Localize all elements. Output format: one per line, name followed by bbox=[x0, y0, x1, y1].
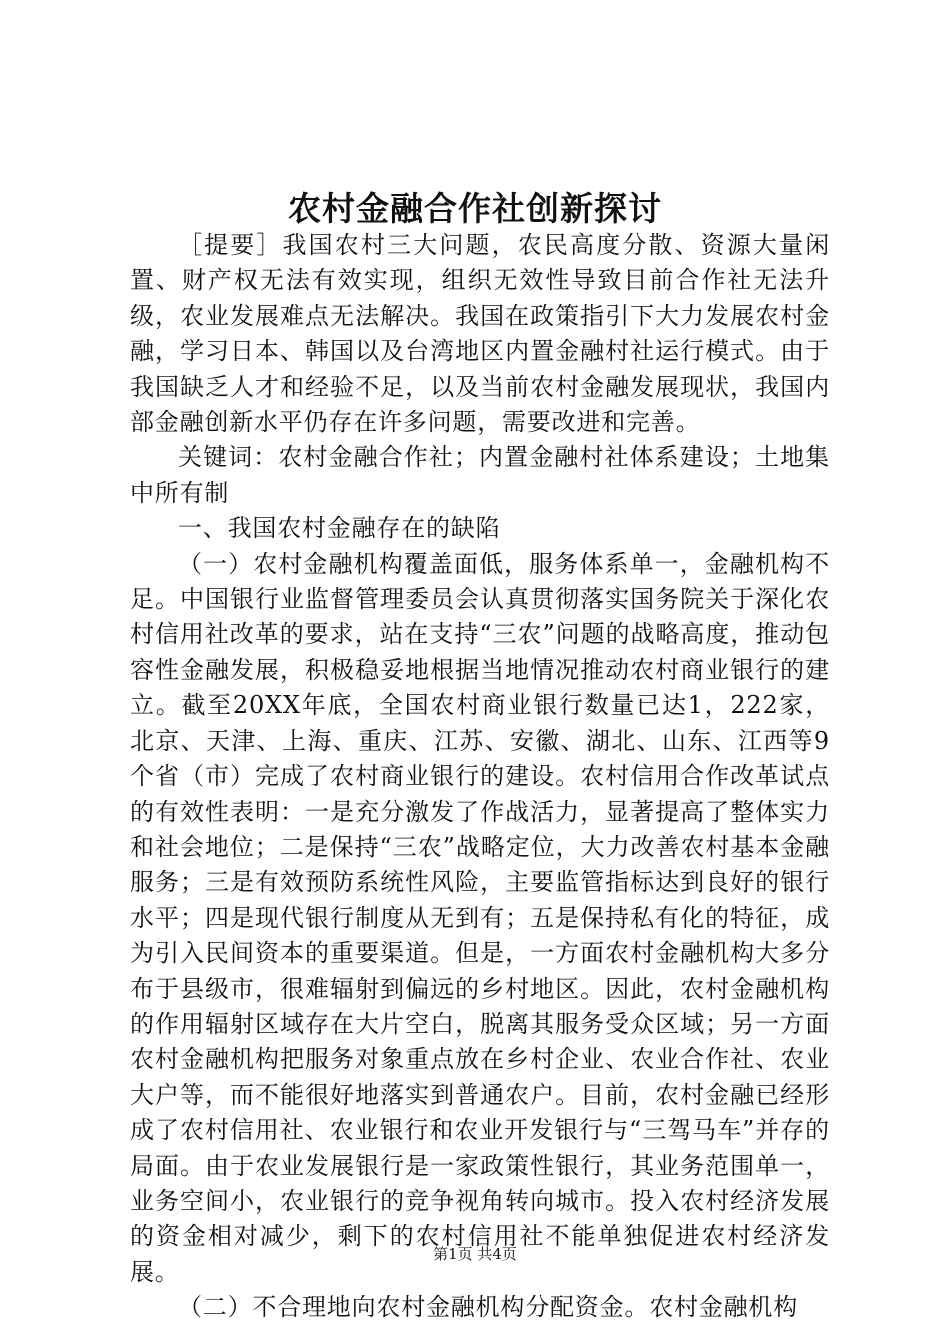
abstract-paragraph: ［提要］我国农村三大问题，农民高度分散、资源大量闲置、财产权无法有效实现，组织无效性导致目前合作社无法升级，农业发展难点无法解决。我国在政策指引下大力发展农村金融，学习日本、韩国以及台湾地区内置金融村社运行模式。由于我国缺乏人才和经验不足，以及当前农村金融发展现状，我国内部金融创新水平仍存在许多问题，需要改进和完善。 bbox=[130, 231, 830, 437]
keywords-paragraph: 关键词：农村金融合作社；内置金融村社体系建设；土地集中所有制 bbox=[130, 443, 830, 507]
section-heading: 一、我国农村金融存在的缺陷 bbox=[178, 514, 501, 543]
document-title: 农村金融合作社创新探讨 bbox=[288, 189, 662, 228]
body-paragraph: （一）农村金融机构覆盖面低，服务体系单一，金融机构不足。中国银行业监督管理委员会认真贯彻落实国务院关于深化农村信用社改革的要求，站在支持“三农”问题的战略高度，推动包容性金融发展，积极稳妥地根据当地情况推动农村商业银行的建立。截至20XX年底，全国农村商业银行数量已达1，222家，北京、天津、上海、重庆、江苏、安徽、湖北、山东、江西等9个省（市）完成了农村商业银行的建设。农村信用合作改革试点的有效性表明：一是充分激发了作战活力，显著提高了整体实力和社会地位；二是保持“三农”战略定位，大力改善农村基本金融服务；三是有效预防系统性风险，主要监管指标达到良好的银行水平；四是现代银行制度从无到有；五是保持私有化的特征，成为引入民间资本的重要渠道。但是，一方面农村金融机构大多分布于县级市，很难辐射到偏远的乡村地区。因此，农村金融机构的作用辐射区域存在大片空白，脱离其服务受众区域；另一方面农村金融机构把服务对象重点放在乡村企业、农业合作社、农业大户等，而不能很好地落实到普通农户。目前，农村金融已经形成了农村信用社、农业银行和农业开发银行与“三驾马车”并存的局面。由于农业发展银行是一家政策性银行，其业务范围单一，业务空间小，农业银行的竞争视角转向城市。投入农村经济发展的资金相对减少，剩下的农村信用社不能单独促进农村经济发展。 bbox=[130, 549, 830, 1286]
document-body bbox=[130, 228, 830, 1326]
body-paragraph: （二）不合理地向农村金融机构分配资金。农村金融机构 bbox=[178, 1293, 798, 1322]
page-number-footer: 第1页 共4页 bbox=[433, 1245, 517, 1263]
